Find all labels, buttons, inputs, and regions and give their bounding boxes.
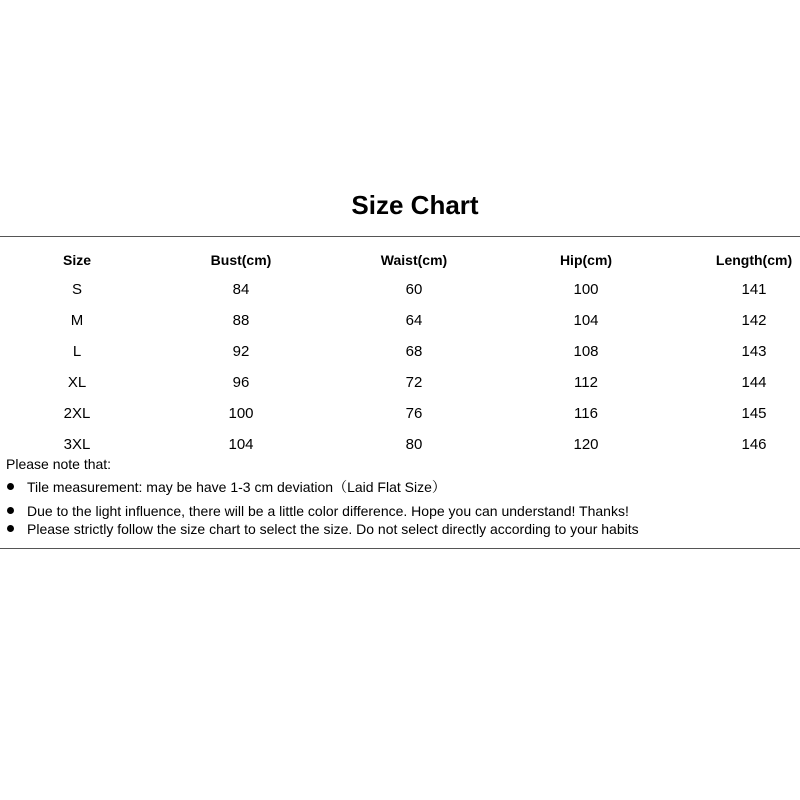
cell-bust: 96 (232, 374, 250, 391)
header-hip: Hip(cm) (559, 252, 613, 268)
cell-waist: 80 (405, 436, 423, 453)
cell-hip: 116 (574, 405, 598, 422)
cell-size: 3XL (63, 436, 91, 453)
bullet-icon (7, 525, 14, 532)
cell-waist: 60 (405, 281, 423, 298)
table-header-row (0, 246, 800, 275)
table-row (0, 368, 800, 399)
cell-hip: 108 (573, 343, 599, 360)
cell-waist: 72 (405, 374, 423, 391)
cell-hip: 120 (573, 436, 599, 453)
notes-list (6, 478, 796, 538)
cell-hip: 112 (574, 374, 598, 391)
table-row (0, 337, 800, 368)
header-length: Length(cm) (715, 252, 793, 268)
list-item (6, 520, 796, 538)
list-item (6, 478, 796, 496)
notes-heading: Please note that: (6, 456, 112, 472)
cell-waist: 76 (405, 405, 423, 422)
cell-length: 141 (741, 281, 767, 298)
cell-bust: 104 (228, 436, 254, 453)
table-row (0, 399, 800, 430)
cell-hip: 100 (573, 281, 599, 298)
cell-size: 2XL (63, 405, 91, 422)
cell-size: XL (67, 374, 87, 391)
cell-length: 145 (741, 405, 767, 422)
bottom-divider (0, 548, 800, 549)
cell-bust: 84 (232, 281, 250, 298)
cell-length: 142 (741, 312, 767, 329)
cell-size: S (71, 281, 82, 298)
cell-bust: 88 (232, 312, 250, 329)
top-divider (0, 236, 800, 237)
cell-bust: 92 (232, 343, 250, 360)
note-text: Tile measurement: may be have 1-3 cm deviation（Laid Flat Size） (27, 479, 446, 495)
notes-section (6, 455, 796, 538)
cell-size: L (72, 343, 82, 360)
cell-length: 144 (741, 374, 767, 391)
page-title: Size Chart (351, 190, 479, 220)
note-text: Please strictly follow the size chart to select the size. Do not select directly according to your habits (27, 521, 639, 537)
bullet-icon (7, 483, 14, 490)
cell-waist: 64 (405, 312, 423, 329)
size-table (0, 246, 800, 461)
cell-hip: 104 (573, 312, 599, 329)
cell-length: 143 (741, 343, 767, 360)
cell-size: M (70, 312, 84, 329)
header-size: Size (62, 252, 91, 268)
header-bust: Bust(cm) (210, 252, 272, 268)
cell-length: 146 (741, 436, 767, 453)
bullet-icon (7, 507, 14, 514)
table-row (0, 306, 800, 337)
table-row (0, 275, 800, 306)
list-item (6, 502, 796, 520)
cell-bust: 100 (228, 405, 254, 422)
header-waist: Waist(cm) (380, 252, 448, 268)
note-text: Due to the light influence, there will be a little color difference. Hope you can understand! Thanks! (27, 503, 629, 519)
cell-waist: 68 (405, 343, 423, 360)
